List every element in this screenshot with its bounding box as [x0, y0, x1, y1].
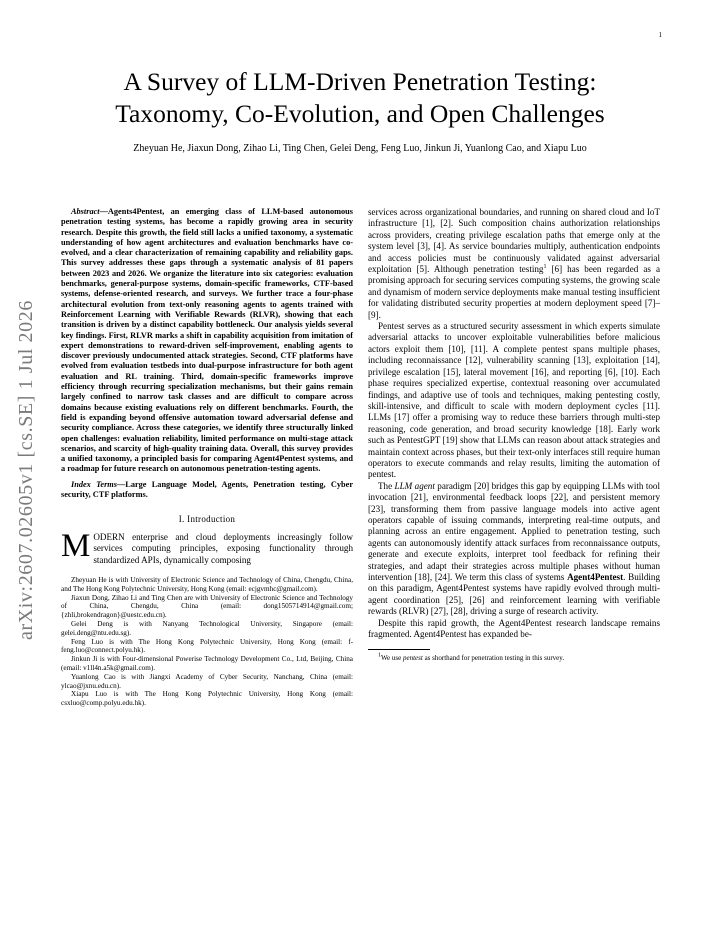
index-terms-body: —Large Language Model, Agents, Penetration testing, Cyber security, CTF platforms. — [61, 479, 354, 500]
affiliation-note: Feng Luo is with The Hong Kong Polytechnic University, Hong Kong (email: f-feng.luo@connect.polyu.hk). — [61, 637, 353, 655]
body-text: services across organizational boundaries, and running on shared cloud and IoT infrastructure [1], [2]. Such composition chains authorization relationships across providers, creating privilege escalation paths that emerge only at the system level [3], [4]. As service boundaries multiply, authentication endpoints and access policies must be continuously validated against adversarial exploitation [5]. Although penetration testing — [368, 207, 660, 275]
footnote-emphasis: pentest — [402, 654, 423, 663]
body-paragraph: Pentest serves as a structured security assessment in which experts simulate adversarial attacks to uncover exploitable vulnerabilities before malicious actors exploit them [10], [11]. A complete pentest spans multiple phases, including reconnaissance [12], vulnerability scanning [13], exploitation [14], privilege escalation [15], lateral movement [16], and reporting [6], [10]. Each phase requires specialized expertise, contextual reasoning over accumulated findings, and adaptive use of tools and techniques, making pentesting costly, skill-intensive, and difficult to scale with modern deployment cycles [11]. LLMs [17] offer a promising way to reduce these barriers through multi-step reasoning, code generation, and broad security knowledge [18]. Early work such as PentestGPT [19] show that LLMs can reason about attack strategies and maintain context across phases, but their text-only interfaces still require human operators to execute commands and relay results, limiting the automation of pentest. — [368, 321, 660, 480]
body-text: The — [378, 480, 395, 491]
body-text: [6] has been regarded as a promising approach for securing services computing systems, the growing scale and dynamism of modern service deployments make manual testing insufficient for validating distributed security properties at modern deployment speed [7]–[9]. — [368, 264, 660, 320]
footnote-number: 1 — [378, 653, 381, 660]
paper-title — [60, 66, 660, 130]
title-line-1: A Survey of LLM-Driven Penetration Testing: — [123, 67, 597, 96]
footnote-marker[interactable]: 1 — [543, 264, 547, 270]
body-paragraph — [368, 481, 660, 618]
footnote-text: as shorthand for penetration testing in this survey. — [422, 654, 565, 663]
intro-paragraph — [61, 527, 353, 566]
affiliation-note: Gelei Deng is with Nanyang Technological University, Singapore (email: gelei.deng@ntu.edu.sg). — [61, 619, 353, 637]
index-terms-label: Index Terms — [71, 479, 117, 489]
body-text: . Building on this paradigm, Agent4Pentest systems have rapidly evolved through multi-agent coordination [25], [26] and reinforcement learning with verifiable rewards (RLVR) [27], [28], driving a surge of research activity. — [368, 572, 660, 617]
right-column — [368, 207, 660, 663]
footnote-text: We use — [381, 654, 403, 663]
intro-smallcaps: ODERN — [93, 531, 125, 542]
abstract — [61, 207, 353, 475]
arxiv-stamp[interactable]: arXiv:2607.02605v1 [cs.SE] 1 Jul 2026 — [15, 300, 37, 640]
intro-text: enterprise and cloud deployments increasingly follow services computing principles, exposing functionality through standardized APIs, dynamically composing — [93, 531, 353, 565]
emphasis-text: LLM agent — [394, 480, 435, 491]
affiliation-note: Jiaxun Dong, Zihao Li and Ting Chen are with University of Electronic Science and Technology of China, Chengdu, China (email: dong1505714914@gmail.com;{zhli,brokendragon}@uestc.edu.cn). — [61, 593, 353, 620]
affiliation-footnotes — [61, 576, 353, 708]
footnote-divider — [368, 649, 430, 650]
abstract-body: —Agents4Pentest, an emerging class of LLM-based autonomous penetration testing systems, has become a rapidly growing area in security research. Despite this growth, the field still lacks a unified taxonomy, a systematic understanding of how agent architectures and evaluation benchmarks have co-evolved, and a clear characterization of remaining capability and reliability gaps. This survey addresses these gaps through a systematic analysis of 81 papers between 2023 and 2026. We organize the literature into six categories: evaluation benchmarks, general-purpose systems, domain-specific frameworks, CTF-based systems, defense-oriented research, and surveys. We further trace a four-phase architectural evolution from text-only reasoning agents to agents trained with Reinforcement Learning with Verifiable Rewards (RLVR), showing that each transition is driven by a distinct capability bottleneck. Our analysis yields several key findings. First, RLVR marks a shift in capability acquisition from imitation of expert demonstrations to reward-driven self-improvement, enabling agents to discover previously undocumented attack strategies. Second, CTF platforms have evolved from evaluation testbeds into dual-purpose infrastructure for both agent evaluation and RL training. Third, domain-specific frameworks improve efficiency through recurring specialization mechanisms, but their gains remain largely confined to narrow task classes and are difficult to compare across domains because existing evaluations rely on different benchmarks. Fourth, the field is expanding beyond offensive automation toward adversarial defense and security compliance. Across these categories, we identify three structurally linked open challenges: evaluation reliability, limited performance on multi-stage attack scenarios, and scarcity of high-quality training data. Overall, this survey provides a unified taxonomy, a principled basis for comparing Agent4Pentest systems, and a roadmap for future research on autonomous penetration-testing agents. — [61, 207, 353, 474]
section-heading-introduction: I. Introduction — [178, 514, 236, 525]
index-terms — [61, 480, 353, 501]
affiliation-note: Yuanlong Cao is with Jiangxi Academy of Cyber Security, Nanchang, China (email: ylcao@jxnu.edu.cn). — [61, 672, 353, 690]
body-paragraph — [368, 207, 660, 321]
affiliation-note: Zheyuan He is with University of Electronic Science and Technology of China, Chengdu, China, and The Hong Kong Polytechnic University, Hong Kong (email: ecjgvmhc@gmail.com). — [61, 575, 353, 593]
drop-cap: M — [61, 527, 91, 564]
page-number: 1 — [658, 31, 662, 39]
affiliation-note: Jinkun Ji is with Four-dimensional Powerise Technology Development Co., Ltd, Beijing, China (email: v1ll4n.a5k@gmail.com). — [61, 655, 353, 672]
author-list: Zheyuan He, Jiaxun Dong, Zihao Li, Ting Chen, Gelei Deng, Feng Luo, Jinkun Ji, Yuanlong Cao, and Xiapu Luo — [133, 143, 587, 154]
body-text: paradigm [20] bridges this gap by equipping LLMs with tool invocation [21], environmental feedback loops [22], and persistent memory [23], transforming them from passive language models into active agent operators capable of issuing commands, interpreting real-time outputs, and planning across an entire engagement. Applied to penetration testing, such agents can autonomously identify attack surfaces from reconnaissance outputs, generate and execute exploits, interpret tool feedback for refining their strategies, and adapt their strategies across multiple phases without human intervention [18], [24]. We term this class of systems — [368, 480, 660, 582]
left-column — [61, 207, 353, 708]
affiliation-note: Xiapu Luo is with The Hong Kong Polytechnic University, Hong Kong (email: csxluo@comp.polyu.edu.hk). — [61, 690, 353, 708]
title-line-2: Taxonomy, Co-Evolution, and Open Challenges — [115, 99, 605, 128]
footnote — [368, 654, 660, 662]
body-paragraph: Despite this rapid growth, the Agent4Pentest research landscape remains fragmented. Agent4Pentest has expanded be- — [368, 617, 660, 640]
abstract-label: Abstract — [71, 207, 100, 216]
bold-term: Agent4Pentest — [567, 572, 624, 582]
